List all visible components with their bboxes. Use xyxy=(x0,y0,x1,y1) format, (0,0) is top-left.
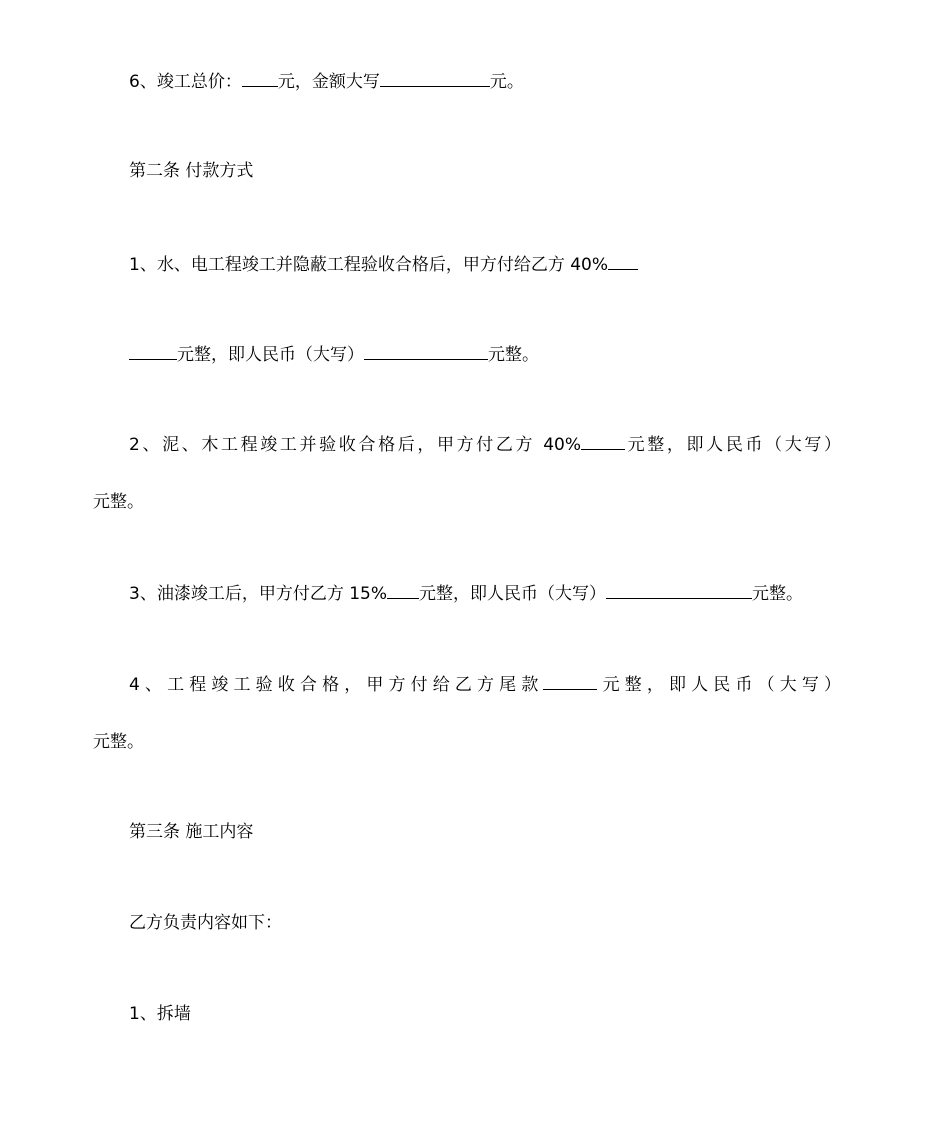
pay3-amount-words-blank xyxy=(606,582,752,599)
item6-amount-blank xyxy=(242,70,278,87)
pay1-text: 1、水、电工程竣工并隐蔽工程验收合格后，甲方付给乙方 40% xyxy=(129,255,609,275)
content-item-1: 1、拆墙 xyxy=(129,1004,191,1024)
pay2-amount-blank xyxy=(581,433,625,450)
pay3-suffix: 元整。 xyxy=(752,584,804,604)
pay2-mid: 元整，即人民币（大写） xyxy=(625,435,841,455)
pay3-amount-blank xyxy=(387,582,419,599)
item6-line xyxy=(129,70,524,93)
item6-prefix: 6、竣工总价： xyxy=(129,72,242,92)
item6-suffix: 元。 xyxy=(489,72,524,92)
pay3-mid: 元整，即人民币（大写） xyxy=(419,584,607,604)
pay2-line2: 元整。 xyxy=(93,492,144,512)
pay4-line1 xyxy=(129,673,841,696)
pay4-mid: 元整，即人民币（大写） xyxy=(597,675,841,695)
item6-mid: 元，金额大写 xyxy=(277,72,380,92)
partyB-intro: 乙方负责内容如下： xyxy=(129,913,282,933)
pay1-amount-blank-b xyxy=(129,343,177,360)
article2-heading: 第二条 付款方式 xyxy=(129,161,254,181)
pay4-prefix: 4、工程竣工验收合格，甲方付给乙方尾款 xyxy=(129,675,544,695)
article3-heading: 第三条 施工内容 xyxy=(129,822,254,842)
pay4-amount-blank xyxy=(543,673,597,690)
pay1-line2 xyxy=(129,343,539,366)
pay1-line1 xyxy=(129,253,638,276)
pay2-prefix: 2、泥、木工程竣工并验收合格后，甲方付乙方 40% xyxy=(129,435,581,455)
item6-amount-words-blank xyxy=(380,70,490,87)
pay1-amount-words-blank xyxy=(364,343,488,360)
pay4-line2: 元整。 xyxy=(93,732,144,752)
pay1-mid: 元整，即人民币（大写） xyxy=(177,345,364,365)
pay3-prefix: 3、油漆竣工后，甲方付乙方 15% xyxy=(129,584,388,604)
pay1-amount-blank-a xyxy=(608,253,638,270)
pay3-line xyxy=(129,582,803,605)
pay1-suffix: 元整。 xyxy=(488,345,539,365)
pay2-line1 xyxy=(129,433,841,456)
